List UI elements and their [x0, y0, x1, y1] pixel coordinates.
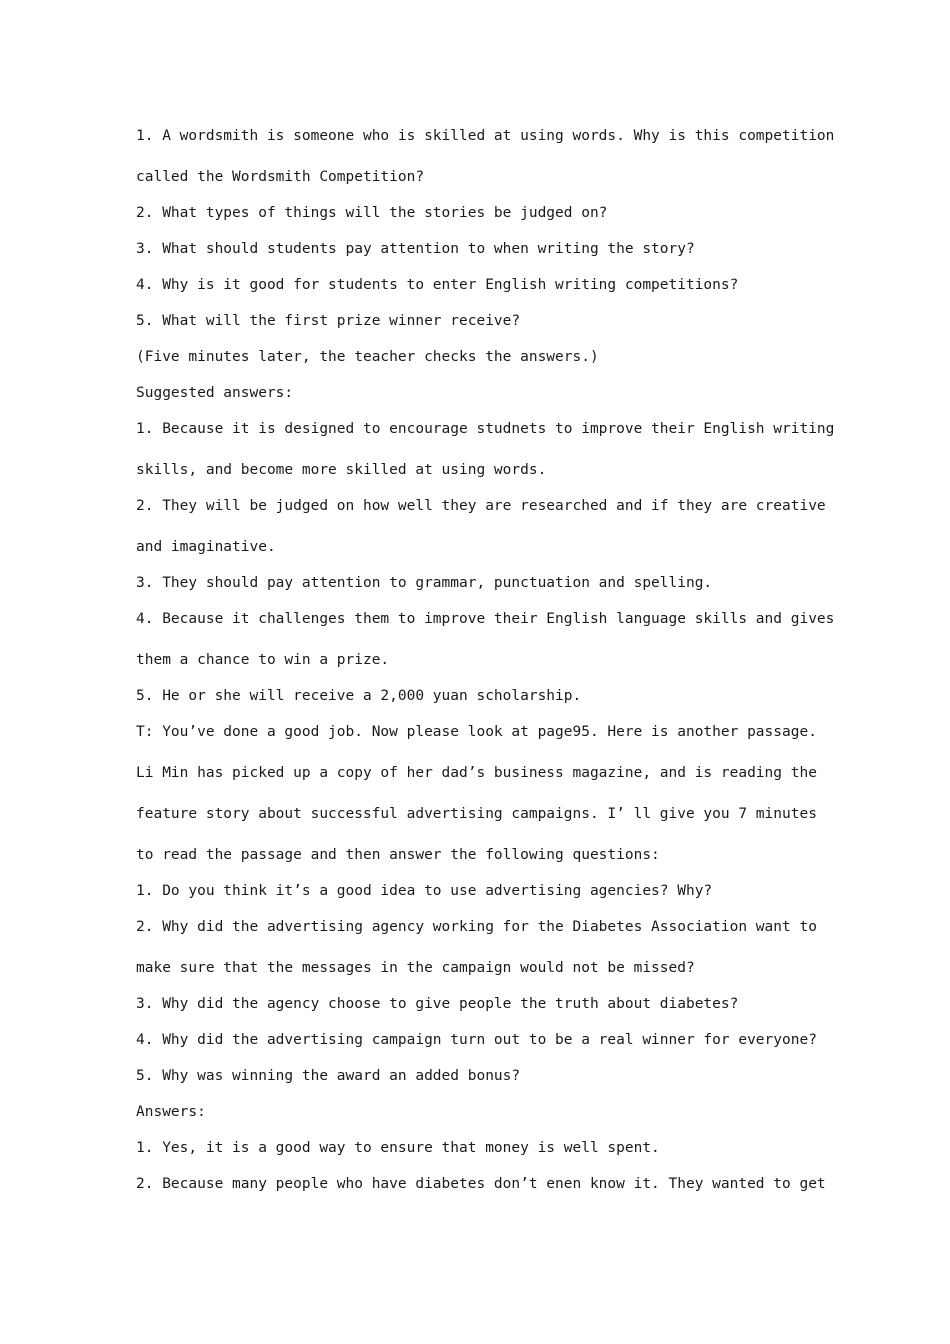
text-line: 4. Why did the advertising campaign turn out to be a real winner for everyone?: [136, 1032, 817, 1048]
text-line: 3. Why did the agency choose to give people the truth about diabetes?: [136, 996, 739, 1012]
text-line: 5. Why was winning the award an added bonus?: [136, 1068, 521, 1084]
text-line: 4. Why is it good for students to enter English writing competitions?: [136, 277, 739, 293]
text-line: Li Min has picked up a copy of her dad’s business magazine, and is reading the: [136, 765, 817, 781]
text-line: 2. They will be judged on how well they are researched and if they are creative: [136, 498, 826, 514]
text-line: Answers:: [136, 1104, 206, 1120]
text-line: 4. Because it challenges them to improve their English language skills and gives: [136, 611, 835, 627]
text-line: (Five minutes later, the teacher checks the answers.): [136, 349, 599, 365]
text-line: and imaginative.: [136, 539, 276, 555]
text-line: 1. A wordsmith is someone who is skilled at using words. Why is this competition: [136, 128, 835, 144]
text-line: 2. What types of things will the stories be judged on?: [136, 205, 608, 221]
text-line: make sure that the messages in the campaign would not be missed?: [136, 960, 695, 976]
text-line: called the Wordsmith Competition?: [136, 169, 425, 185]
text-line: feature story about successful advertising campaigns. I’ ll give you 7 minutes: [136, 806, 817, 822]
text-line: Suggested answers:: [136, 385, 294, 401]
text-line: 3. What should students pay attention to when writing the story?: [136, 241, 695, 257]
text-line: T: You’ve done a good job. Now please look at page95. Here is another passage.: [136, 724, 817, 740]
text-line: 5. He or she will receive a 2,000 yuan scholarship.: [136, 688, 582, 704]
text-line: 2. Because many people who have diabetes don’t enen know it. They wanted to get: [136, 1176, 826, 1192]
text-line: to read the passage and then answer the following questions:: [136, 847, 660, 863]
text-line: 2. Why did the advertising agency working for the Diabetes Association want to: [136, 919, 817, 935]
text-line: 3. They should pay attention to grammar, punctuation and spelling.: [136, 575, 713, 591]
text-line: 1. Because it is designed to encourage studnets to improve their English writing: [136, 421, 835, 437]
text-line: 1. Yes, it is a good way to ensure that money is well spent.: [136, 1140, 660, 1156]
text-line: skills, and become more skilled at using words.: [136, 462, 547, 478]
text-line: 5. What will the first prize winner receive?: [136, 313, 521, 329]
text-line: them a chance to win a prize.: [136, 652, 390, 668]
text-line: 1. Do you think it’s a good idea to use advertising agencies? Why?: [136, 883, 713, 899]
